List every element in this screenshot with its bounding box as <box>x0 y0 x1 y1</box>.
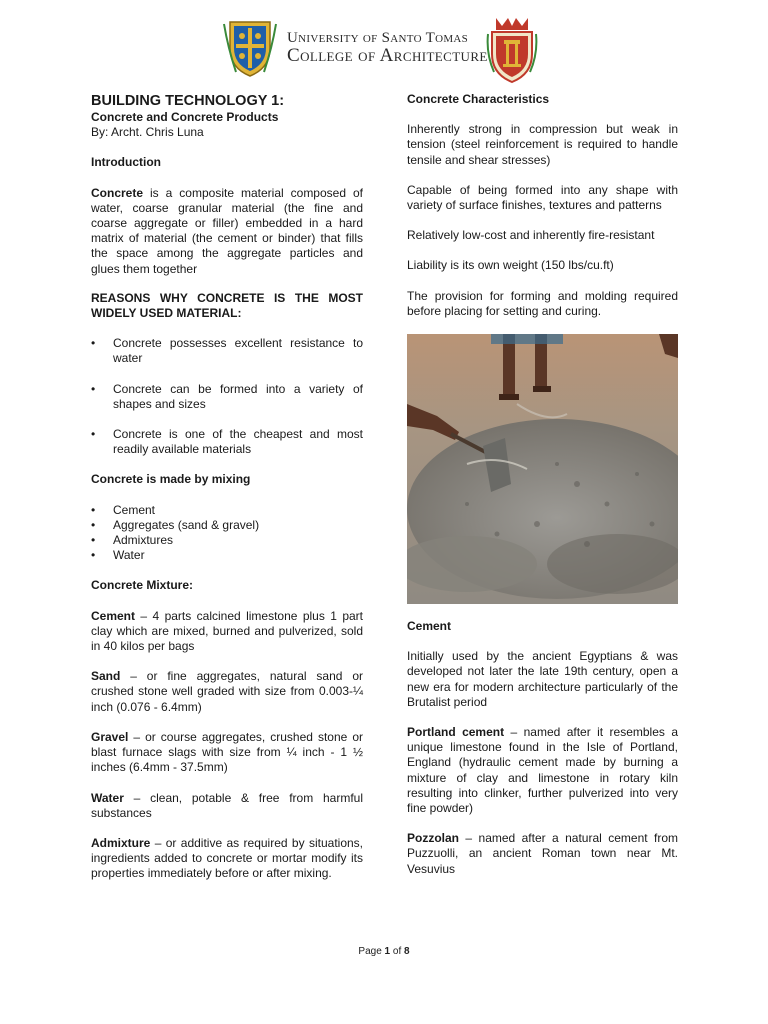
mixture-text: – clean, potable & free from harmful substances <box>91 790 363 820</box>
portland-paragraph <box>407 725 678 816</box>
mixture-text: – or course aggregates, crushed stone or blast furnace slags with size from ¼ inch - 1 ½ inches (6.4mm - 37.5mm) <box>91 729 363 775</box>
mixture-text: – or additive as required by situations, ingredients added to concrete or mortar modify its properties immediately before or after mixing. <box>91 835 363 881</box>
right-column <box>407 92 678 877</box>
page-of: of <box>392 946 402 957</box>
mixing-list <box>91 503 363 564</box>
mixture-term: Admixture <box>91 835 151 850</box>
list-item: • Concrete is one of the cheapest and most readily available materials <box>91 427 363 457</box>
characteristic-item: Inherently strong in compression but weak in tension (steel reinforcement is required to handle tensile and shear stresses) <box>407 122 678 167</box>
mixture-admixture <box>91 836 363 882</box>
mixture-text: – 4 parts calcined limestone plus 1 part clay which are mixed, burned and pulverized, sold in 40 kilos per bags <box>91 608 363 654</box>
reasons-heading: REASONS WHY CONCRETE IS THE MOST WIDELY USED MATERIAL: <box>91 290 363 321</box>
mixture-term: Gravel <box>91 729 129 744</box>
characteristic-item: Capable of being formed into any shape with variety of surface finishes, textures and patterns <box>407 182 678 213</box>
page-current: 1 <box>384 946 391 957</box>
list-item: • Admixtures <box>91 533 363 548</box>
list-item: • Cement <box>91 503 363 518</box>
list-item: • Concrete can be formed into a variety of shapes and sizes <box>91 382 363 412</box>
pozzolan-term: Pozzolan <box>407 831 460 846</box>
mixture-term: Water <box>91 790 124 805</box>
list-item: • Water <box>91 548 363 563</box>
concrete-mixing-photo <box>407 334 678 604</box>
cement-paragraph: Initially used by the ancient Egyptians & was developed not later the late 19th century, open a new era for modern architecture particularly of the Brutalist period <box>407 649 678 709</box>
characteristic-item: Liability is its own weight (150 lbs/cu.ft) <box>407 258 614 273</box>
author-line: By: Archt. Chris Luna <box>91 125 204 140</box>
intro-term: Concrete <box>91 185 144 200</box>
document-header <box>0 0 768 88</box>
pozzolan-paragraph <box>407 831 678 877</box>
cement-heading: Cement <box>407 619 452 634</box>
architecture-seal-icon <box>486 14 538 84</box>
left-column <box>91 92 363 882</box>
characteristic-item: Relatively low-cost and inherently fire-resistant <box>407 228 655 243</box>
document-title: BUILDING TECHNOLOGY 1: <box>91 93 285 109</box>
mixture-heading: Concrete Mixture: <box>91 578 194 593</box>
page-label: Page <box>358 946 382 957</box>
ust-seal-icon <box>222 18 278 80</box>
pozzolan-text: – named after a natural cement from Puzzuolli, an ancient Roman town near Mt. Vesuvius <box>407 831 678 876</box>
mixture-water <box>91 791 363 821</box>
college-name: College of Architecture <box>287 45 488 66</box>
list-item: • Aggregates (sand & gravel) <box>91 518 363 533</box>
reasons-list <box>91 336 363 457</box>
mixture-sand <box>91 669 363 715</box>
list-item: • Concrete possesses excellent resistance to water <box>91 336 363 366</box>
characteristic-item: The provision for forming and molding required before placing for setting and curing. <box>407 288 678 318</box>
portland-text: – named after it resembles a unique limestone found in the Isle of Portland, England (hydraulic cement made by burning a mixture of clay and limestone in rotary kiln resulting into clinker, further pulverized into very fine powder) <box>407 725 678 816</box>
intro-paragraph <box>91 186 363 277</box>
mixture-term: Sand <box>91 669 121 684</box>
university-name: University of Santo Tomas <box>287 30 469 46</box>
intro-text: is a composite material composed of water, coarse granular material (the fine and coarse aggregate or filler) embedded in a hard matrix of material (the cement or binder) that fills the space among the aggregate particles and glues them together <box>91 185 363 276</box>
page-footer <box>0 946 768 957</box>
mixture-cement <box>91 609 363 655</box>
mixture-term: Cement <box>91 608 136 623</box>
mixture-text: – or fine aggregates, natural sand or crushed stone well graded with size from 0.003-¼ inch (0.076 - 6.4mm) <box>91 669 363 714</box>
mixing-heading: Concrete is made by mixing <box>91 472 251 487</box>
portland-term: Portland cement <box>407 725 505 740</box>
intro-heading: Introduction <box>91 155 161 170</box>
page-total: 8 <box>404 946 410 957</box>
mixture-gravel <box>91 730 363 776</box>
document-subtitle: Concrete and Concrete Products <box>91 110 279 124</box>
characteristics-heading: Concrete Characteristics <box>407 92 550 106</box>
